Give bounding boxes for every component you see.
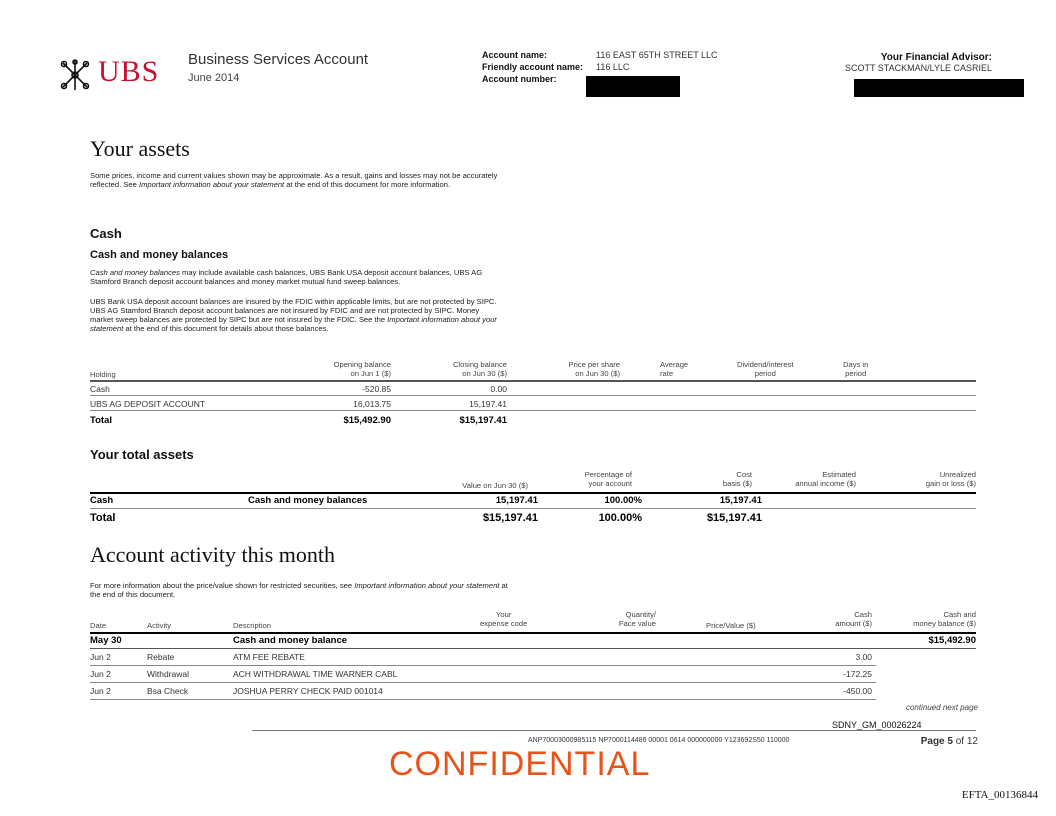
advisor-redaction: [854, 79, 1024, 97]
col-holding: Holding: [90, 370, 116, 379]
activity-cell: Withdrawal: [147, 669, 190, 679]
table-row: [90, 650, 876, 666]
total-assets-table: [90, 493, 976, 529]
total-opening: $15,492.90: [343, 415, 391, 426]
total-row: [90, 413, 976, 427]
col-price-value: Price/Value ($): [706, 621, 756, 630]
bates-number: SDNY_GM_00026224: [832, 720, 922, 730]
account-name-label: Account name:: [482, 50, 548, 60]
cmb-paragraph-1: Cash and money balances may include available cash balances, UBS Bank USA deposit account balances, UBS AG Stamford Branch deposit account balances and money market mutual fund sweep balances.: [90, 268, 483, 286]
amount-cell: 3.00: [855, 652, 872, 662]
col-cost: Cost basis ($): [722, 470, 752, 488]
opening-date: May 30: [90, 635, 122, 646]
col-opening: Opening balance on Jun 1 ($): [333, 360, 391, 378]
holdings-table: [90, 380, 976, 430]
friendly-name-label: Friendly account name:: [482, 62, 584, 72]
total-value: $15,197.41: [482, 512, 538, 524]
assets-title: Your assets: [90, 136, 190, 161]
total-cost: $15,197.41: [706, 512, 762, 524]
col-quantity: Quantity/ Face value: [618, 610, 656, 628]
holding-cell: Cash: [90, 384, 110, 394]
date-cell: Jun 2: [90, 652, 111, 662]
account-number-redaction: [586, 76, 680, 97]
confidential-stamp: CONFIDENTIAL: [389, 745, 651, 783]
table-row: [90, 667, 876, 683]
holding-cell: UBS AG DEPOSIT ACCOUNT: [90, 399, 206, 409]
account-name-value: 116 EAST 65TH STREET LLC: [596, 50, 718, 60]
page-indicator: Page 5 of 12: [920, 736, 978, 747]
assets-intro: Some prices, income and current values shown may be approximate. As a result, gains and losses may not be accurately reflected. See Important information about your statement at the end of this document for more information.: [90, 171, 498, 189]
account-type: Business Services Account: [188, 51, 369, 68]
date-cell: Jun 2: [90, 669, 111, 679]
cash-pct: 100.00%: [604, 495, 642, 506]
cash-sub-label: Cash and money balances: [248, 495, 368, 506]
friendly-name-value: 116 LLC: [596, 62, 630, 72]
col-dividend: Dividend/interest period: [737, 360, 794, 378]
holdings-top-rule: [90, 381, 976, 382]
col-value: Value on Jun 30 ($): [462, 481, 528, 490]
description-cell: JOSHUA PERRY CHECK PAID 001014: [233, 686, 383, 696]
account-number-label: Account number:: [482, 74, 557, 84]
date-cell: Jun 2: [90, 686, 111, 696]
activity-title: Account activity this month: [90, 542, 336, 567]
table-row: [90, 382, 976, 396]
col-percentage: Percentage of your account: [584, 470, 632, 488]
col-balance: Cash and money balance ($): [913, 610, 976, 628]
description-cell: ACH WITHDRAWAL TIME WARNER CABL: [233, 669, 398, 679]
logo-text: UBS: [98, 55, 160, 88]
total-closing: $15,197.41: [459, 415, 507, 426]
opening-balance-row: [90, 633, 976, 649]
col-date: Date: [90, 621, 107, 630]
footer-rule: [252, 730, 976, 731]
table-row: [90, 684, 876, 700]
footer-code-line: ANP70003000985115 NP7000114486 00001 0614 000000000 Y123692S50 110000: [528, 737, 790, 744]
amount-cell: -450.00: [843, 686, 872, 696]
col-closing: Closing balance on Jun 30 ($): [452, 360, 507, 378]
advisor-label: Your Financial Advisor:: [880, 52, 992, 63]
total-label: Total: [90, 512, 116, 524]
cash-label: Cash: [90, 495, 114, 506]
cash-value: 15,197.41: [495, 495, 538, 506]
col-estimated: Estimated annual income ($): [795, 470, 856, 488]
total-label: Total: [90, 415, 112, 426]
table-row: [90, 397, 976, 411]
cash-heading: Cash: [90, 226, 122, 241]
advisor-value: SCOTT STACKMAN/LYLE CASRIEL: [844, 63, 992, 73]
efta-number: EFTA_00136844: [961, 789, 1038, 801]
total-assets-cash-row: [90, 493, 976, 509]
continued-note: continued next page: [905, 703, 978, 712]
total-pct: 100.00%: [598, 512, 642, 524]
col-price: Price per share on Jun 30 ($): [568, 360, 620, 378]
keys-icon: [58, 58, 92, 92]
cmb-heading: Cash and money balances: [90, 249, 229, 261]
col-unrealized: Unrealized gain or loss ($): [925, 470, 976, 488]
activity-intro: For more information about the price/value shown for restricted securities, see Important information about your statement at the end of this document.: [90, 581, 508, 599]
opening-cell: 16,013.75: [353, 399, 391, 409]
activity-cell: Rebate: [147, 652, 175, 662]
closing-cell: 0.00: [490, 384, 507, 394]
col-days: Days in period: [843, 360, 869, 378]
activity-table: [90, 633, 976, 699]
col-rate: Average rate: [660, 360, 689, 378]
opening-balance: $15,492.90: [928, 635, 976, 646]
amount-cell: -172.25: [843, 669, 872, 679]
closing-cell: 15,197.41: [469, 399, 507, 409]
col-activity: Activity: [147, 621, 172, 630]
col-description: Description: [233, 621, 271, 630]
col-expense: Your expense code: [480, 610, 528, 628]
opening-description: Cash and money balance: [233, 635, 348, 646]
cmb-paragraph-2: UBS Bank USA deposit account balances are insured by the FDIC within applicable limits, but are not protected by SIPC. UBS AG Stamford Branch deposit account balances are not insured by FDIC and are not protected by SIPC. Money market sweep balances are protected by SIPC but are not insured by the FDIC. See the Important information about your statement at the end of this document for details about those balances.: [90, 297, 497, 333]
statement-period: June 2014: [188, 72, 240, 84]
total-assets-title: Your total assets: [90, 447, 194, 462]
description-cell: ATM FEE REBATE: [233, 652, 305, 662]
col-cash-amount: Cash amount ($): [835, 610, 872, 628]
cash-cost: 15,197.41: [719, 495, 762, 506]
opening-cell: -520.85: [362, 384, 391, 394]
activity-cell: Bsa Check: [147, 686, 189, 696]
total-assets-total-row: [90, 510, 976, 526]
